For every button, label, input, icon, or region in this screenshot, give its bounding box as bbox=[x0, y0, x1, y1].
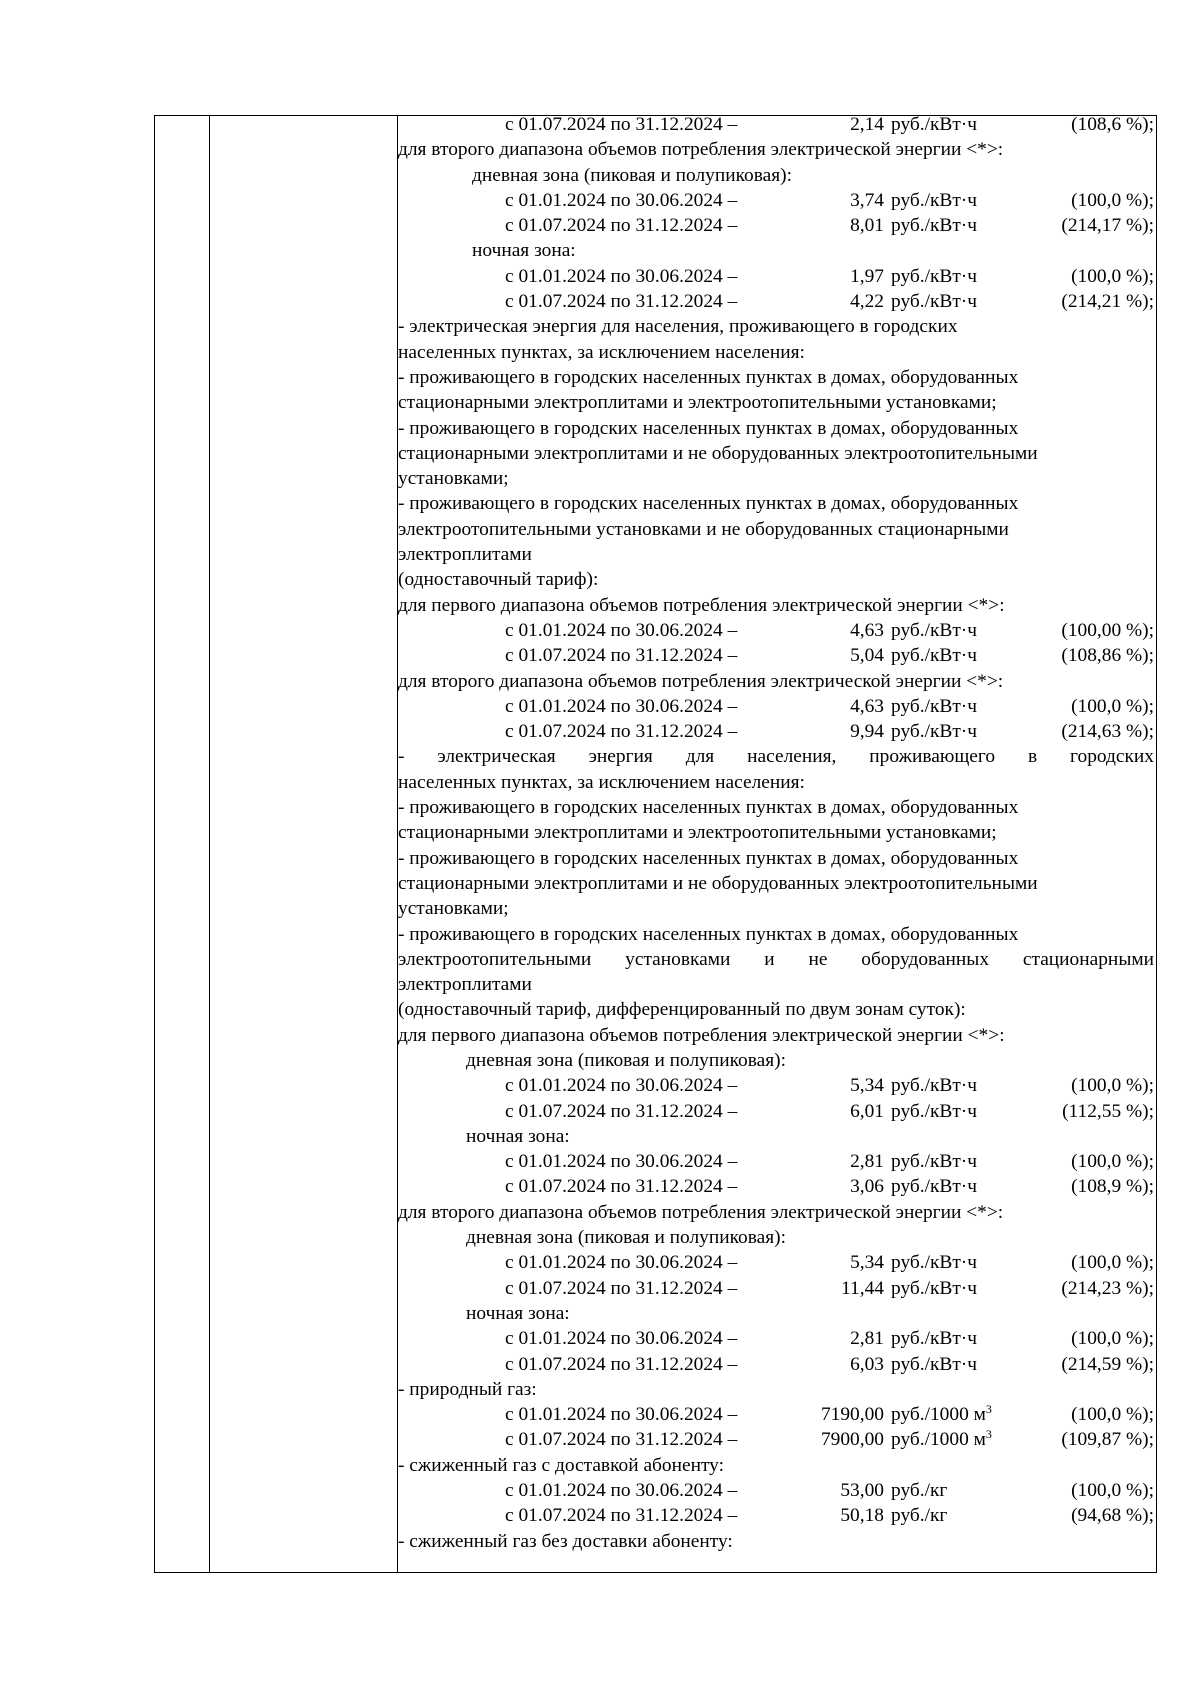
rate-percent: (100,0 %); bbox=[1071, 1252, 1154, 1274]
rate-percent: (100,0 %); bbox=[1071, 265, 1154, 287]
tariff-rate-row bbox=[398, 188, 1154, 213]
rate-unit: руб./кВт·ч bbox=[891, 1176, 978, 1198]
rate-value: 7900,00 bbox=[820, 1429, 884, 1451]
text-line: - электрическая энергия для населения, проживающего в городских bbox=[398, 316, 958, 338]
tariff-rate-row bbox=[398, 1174, 1154, 1199]
text-line: электроплитами bbox=[398, 544, 532, 566]
text-line: (одноставочный тариф, дифференцированный по двум зонам суток): bbox=[398, 999, 966, 1021]
rate-percent: (108,9 %); bbox=[1071, 1176, 1154, 1198]
tariff-rate-row bbox=[398, 289, 1154, 314]
text-line: - проживающего в городских населенных пунктах в домах, оборудованных bbox=[398, 417, 1019, 439]
rate-period: с 01.07.2024 по 31.12.2024 – bbox=[505, 1176, 738, 1198]
rate-percent: (109,87 %); bbox=[1061, 1429, 1154, 1451]
rate-unit: руб./кВт·ч bbox=[891, 1151, 978, 1173]
rate-period: с 01.07.2024 по 31.12.2024 – bbox=[505, 114, 738, 135]
text-line: населенных пунктах, за исключением населения: bbox=[398, 341, 805, 363]
text-line: - электрическая энергия для населения, проживающего в городских bbox=[398, 746, 1154, 768]
rate-period: с 01.01.2024 по 30.06.2024 – bbox=[505, 1075, 738, 1097]
text-line: для второго диапазона объемов потребления электрической энергии <*>: bbox=[398, 1201, 1004, 1223]
rate-percent: (100,0 %); bbox=[1071, 1328, 1154, 1350]
text-line: для первого диапазона объемов потребления электрической энергии <*>: bbox=[398, 594, 1005, 616]
rate-percent: (100,0 %); bbox=[1071, 1480, 1154, 1502]
tariff-rate-row bbox=[398, 1250, 1154, 1275]
tariff-rate-row bbox=[398, 1326, 1154, 1351]
zone-heading: дневная зона (пиковая и полупиковая): bbox=[466, 1227, 787, 1249]
rate-percent: (100,0 %); bbox=[1071, 1075, 1154, 1097]
rate-value: 50,18 bbox=[840, 1505, 884, 1527]
rate-period: с 01.01.2024 по 30.06.2024 – bbox=[505, 189, 738, 211]
rate-period: с 01.01.2024 по 30.06.2024 – bbox=[505, 1252, 738, 1274]
rate-value: 6,03 bbox=[850, 1353, 884, 1375]
tariff-rate-row bbox=[398, 1099, 1154, 1124]
rate-period: с 01.01.2024 по 30.06.2024 – bbox=[505, 1404, 738, 1426]
rate-percent: (214,23 %); bbox=[1061, 1277, 1154, 1299]
rate-period: с 01.01.2024 по 30.06.2024 – bbox=[505, 1151, 738, 1173]
rate-value: 5,34 bbox=[850, 1252, 884, 1274]
rate-percent: (100,0 %); bbox=[1071, 1151, 1154, 1173]
text-line: установками; bbox=[398, 898, 509, 920]
text-line: - проживающего в городских населенных пунктах в домах, оборудованных bbox=[398, 493, 1019, 515]
rate-period: с 01.01.2024 по 30.06.2024 – bbox=[505, 619, 738, 641]
rate-unit-superscript: 3 bbox=[985, 1402, 992, 1417]
column-divider-1 bbox=[209, 116, 210, 1572]
rate-value: 3,06 bbox=[850, 1176, 884, 1198]
rate-unit: руб./кВт·ч bbox=[891, 1328, 978, 1350]
rate-unit: руб./кВт·ч bbox=[891, 695, 978, 717]
rate-value: 4,22 bbox=[850, 291, 884, 313]
text-line: - проживающего в городских населенных пунктах в домах, оборудованных bbox=[398, 923, 1019, 945]
tariff-text-cell bbox=[398, 112, 1154, 1554]
rate-period: с 01.01.2024 по 30.06.2024 – bbox=[505, 265, 738, 287]
rate-percent: (214,17 %); bbox=[1061, 215, 1154, 237]
tariff-rate-row bbox=[398, 1402, 1154, 1427]
rate-unit: руб./кг bbox=[891, 1480, 948, 1502]
rate-percent: (94,68 %); bbox=[1071, 1505, 1154, 1527]
rate-unit-superscript: 3 bbox=[985, 1427, 992, 1442]
tariff-rate-row bbox=[398, 112, 1154, 137]
rate-unit: руб./кВт·ч bbox=[891, 1252, 978, 1274]
rate-value: 4,63 bbox=[850, 695, 884, 717]
rate-value: 2,81 bbox=[850, 1328, 884, 1350]
rate-unit: руб./кг bbox=[891, 1505, 948, 1527]
rate-unit: руб./кВт·ч bbox=[891, 1277, 978, 1299]
rate-period: с 01.07.2024 по 31.12.2024 – bbox=[505, 1353, 738, 1375]
zone-heading: дневная зона (пиковая и полупиковая): bbox=[472, 164, 793, 186]
rate-value: 3,74 bbox=[850, 189, 884, 211]
rate-percent: (100,00 %); bbox=[1061, 619, 1154, 641]
rate-value: 2,14 bbox=[850, 114, 884, 135]
text-line: стационарными электроплитами и электроотопительными установками; bbox=[398, 392, 997, 414]
tariff-rate-row bbox=[398, 719, 1154, 744]
text-line: для первого диапазона объемов потребления электрической энергии <*>: bbox=[398, 1024, 1005, 1046]
rate-value: 6,01 bbox=[850, 1100, 884, 1122]
tariff-rate-row bbox=[398, 1352, 1154, 1377]
rate-period: с 01.07.2024 по 31.12.2024 – bbox=[505, 1429, 738, 1451]
rate-unit: руб./кВт·ч bbox=[891, 291, 978, 313]
rate-period: с 01.07.2024 по 31.12.2024 – bbox=[505, 1277, 738, 1299]
rate-percent: (112,55 %); bbox=[1062, 1100, 1154, 1122]
text-line: (одноставочный тариф): bbox=[398, 569, 599, 591]
rate-unit: руб./кВт·ч bbox=[891, 265, 978, 287]
rate-period: с 01.07.2024 по 31.12.2024 – bbox=[505, 215, 738, 237]
rate-percent: (100,0 %); bbox=[1071, 189, 1154, 211]
rate-value: 53,00 bbox=[840, 1480, 884, 1502]
tariff-rate-row bbox=[398, 1073, 1154, 1098]
rate-unit: руб./1000 $м^3$ bbox=[891, 1402, 992, 1426]
rate-percent: (214,63 %); bbox=[1061, 721, 1154, 743]
zone-heading: ночная зона: bbox=[466, 1302, 570, 1324]
text-line: - проживающего в городских населенных пунктах в домах, оборудованных bbox=[398, 797, 1019, 819]
rate-unit: руб./1000 $м^3$ bbox=[891, 1427, 992, 1451]
zone-heading: ночная зона: bbox=[472, 240, 576, 262]
text-line: стационарными электроплитами и электроотопительными установками; bbox=[398, 822, 997, 844]
text-line: - проживающего в городских населенных пунктах в домах, оборудованных bbox=[398, 847, 1019, 869]
rate-period: с 01.01.2024 по 30.06.2024 – bbox=[505, 1480, 738, 1502]
tariff-rate-row bbox=[398, 1149, 1154, 1174]
rate-unit: руб./кВт·ч bbox=[891, 645, 978, 667]
text-line: - проживающего в городских населенных пунктах в домах, оборудованных bbox=[398, 366, 1019, 388]
text-line: электроотопительными установками и не оборудованных стационарными bbox=[398, 948, 1154, 970]
rate-value: 9,94 bbox=[850, 721, 884, 743]
tariff-rate-row bbox=[398, 1276, 1154, 1301]
rate-period: с 01.07.2024 по 31.12.2024 – bbox=[505, 645, 738, 667]
rate-unit: руб./кВт·ч bbox=[891, 114, 978, 135]
rate-percent: (108,86 %); bbox=[1061, 645, 1154, 667]
text-line: установками; bbox=[398, 468, 509, 490]
rate-value: 1,97 bbox=[850, 265, 884, 287]
rate-value: 2,81 bbox=[850, 1151, 884, 1173]
rate-period: с 01.07.2024 по 31.12.2024 – bbox=[505, 1100, 738, 1122]
rate-percent: (214,59 %); bbox=[1061, 1353, 1154, 1375]
rate-value: 5,34 bbox=[850, 1075, 884, 1097]
rate-period: с 01.01.2024 по 30.06.2024 – bbox=[505, 695, 738, 717]
rate-value: 7190,00 bbox=[820, 1404, 884, 1426]
tariff-rate-row bbox=[398, 618, 1154, 643]
text-line: стационарными электроплитами и не оборудованных электроотопительными bbox=[398, 442, 1038, 464]
text-line: - сжиженный газ с доставкой абоненту: bbox=[398, 1454, 725, 1476]
text-line: для второго диапазона объемов потребления электрической энергии <*>: bbox=[398, 670, 1004, 692]
text-line: населенных пунктах, за исключением населения: bbox=[398, 771, 805, 793]
rate-value: 11,44 bbox=[841, 1277, 884, 1299]
rate-unit: руб./кВт·ч bbox=[891, 215, 978, 237]
rate-unit: руб./кВт·ч bbox=[891, 1353, 978, 1375]
tariff-rate-row bbox=[398, 694, 1154, 719]
rate-period: с 01.07.2024 по 31.12.2024 – bbox=[505, 721, 738, 743]
tariff-rate-row bbox=[398, 643, 1154, 668]
rate-value: 5,04 bbox=[850, 645, 884, 667]
tariff-rate-row bbox=[398, 213, 1154, 238]
rate-unit: руб./кВт·ч bbox=[891, 1100, 978, 1122]
rate-unit: руб./кВт·ч bbox=[891, 189, 978, 211]
rate-percent: (100,0 %); bbox=[1071, 1404, 1154, 1426]
rate-percent: (108,6 %); bbox=[1071, 114, 1154, 135]
text-line: - природный газ: bbox=[398, 1378, 537, 1400]
tariff-rate-row bbox=[398, 1478, 1154, 1503]
rate-value: 4,63 bbox=[850, 619, 884, 641]
rate-unit: руб./кВт·ч bbox=[891, 1075, 978, 1097]
zone-heading: дневная зона (пиковая и полупиковая): bbox=[466, 1049, 787, 1071]
text-line: стационарными электроплитами и не оборудованных электроотопительными bbox=[398, 872, 1038, 894]
text-line: электроплитами bbox=[398, 974, 532, 996]
rate-period: с 01.07.2024 по 31.12.2024 – bbox=[505, 1505, 738, 1527]
rate-period: с 01.07.2024 по 31.12.2024 – bbox=[505, 291, 738, 313]
rate-period: с 01.01.2024 по 30.06.2024 – bbox=[505, 1328, 738, 1350]
text-line: для второго диапазона объемов потребления электрической энергии <*>: bbox=[398, 139, 1004, 161]
rate-unit: руб./кВт·ч bbox=[891, 721, 978, 743]
tariff-rate-row bbox=[398, 1427, 1154, 1452]
tariff-rate-row bbox=[398, 264, 1154, 289]
rate-percent: (214,21 %); bbox=[1061, 291, 1154, 313]
zone-heading: ночная зона: bbox=[466, 1125, 570, 1147]
text-line: электроотопительными установками и не оборудованных стационарными bbox=[398, 518, 1009, 540]
tariff-rate-row bbox=[398, 1503, 1154, 1528]
text-line: - сжиженный газ без доставки абоненту: bbox=[398, 1530, 733, 1552]
rate-percent: (100,0 %); bbox=[1071, 695, 1154, 717]
rate-unit: руб./кВт·ч bbox=[891, 619, 978, 641]
rate-value: 8,01 bbox=[850, 215, 884, 237]
